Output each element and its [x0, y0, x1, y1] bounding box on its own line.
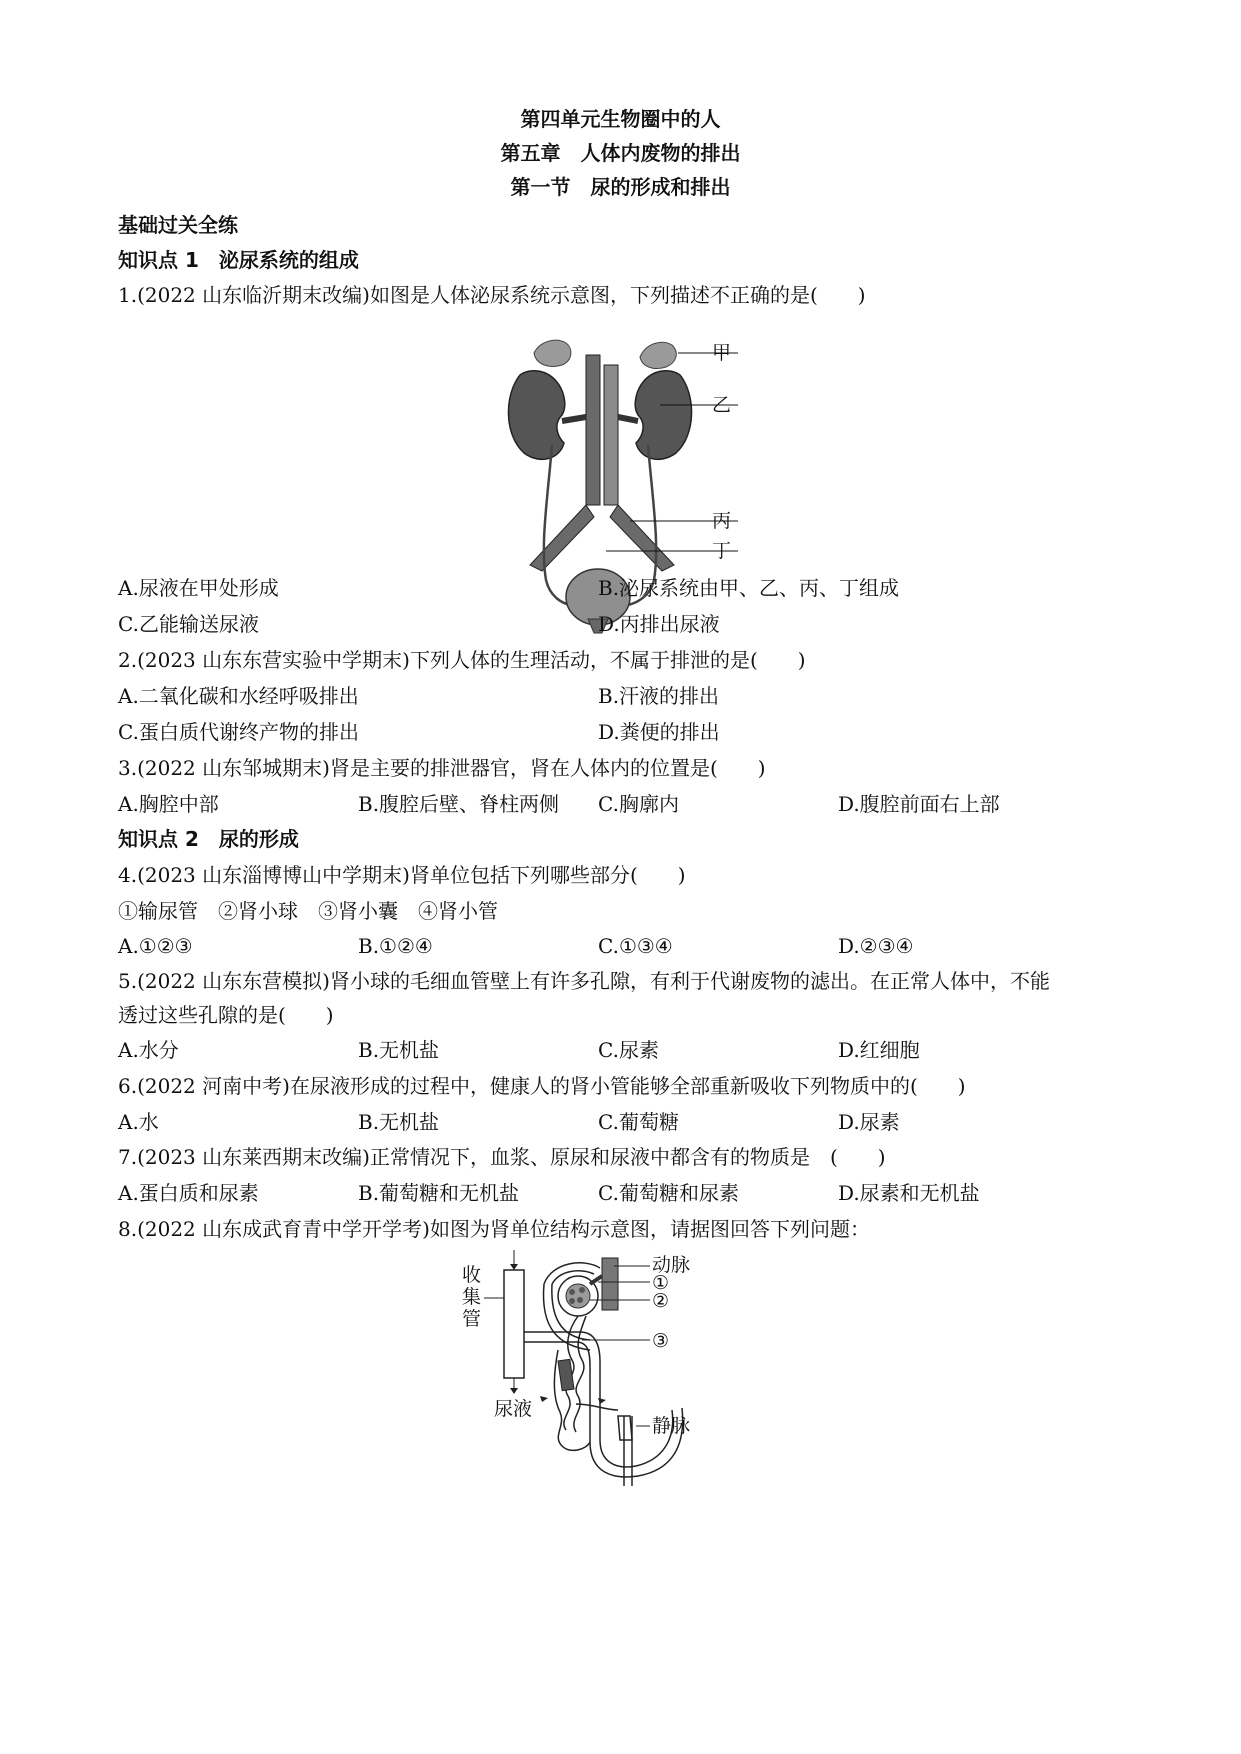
q1-option-d: D.丙排出尿液 [598, 612, 720, 636]
q1-label-bing: 丙 [712, 510, 732, 532]
q6-option-a: A.水 [118, 1110, 159, 1134]
q5-option-a: A.水分 [118, 1038, 179, 1062]
q4-stem: 4.(2023 山东淄博博山中学期末)肾单位包括下列哪些部分( ) [118, 863, 686, 887]
q1-label-yi: 乙 [712, 394, 732, 416]
q4-option-b: B.①②④ [358, 934, 433, 958]
q2-stem: 2.(2023 山东东营实验中学期末)下列人体的生理活动，不属于排泄的是( ) [118, 648, 806, 672]
q5-option-b: B.无机盐 [358, 1038, 440, 1062]
q4-option-a: A.①②③ [118, 934, 193, 958]
q5-stem-line1: 5.(2022 山东东营模拟)肾小球的毛细血管壁上有许多孔隙，有利于代谢废物的滤出。在正常人体中，不能 [118, 969, 1050, 993]
q1-label-jia: 甲 [712, 342, 732, 364]
unit-title: 第四单元生物圈中的人 [520, 107, 721, 131]
q8-label-artery: 动脉 [652, 1254, 691, 1276]
q2-option-c: C.蛋白质代谢终产物的排出 [118, 720, 359, 744]
q5-option-c: C.尿素 [598, 1038, 659, 1062]
q7-stem: 7.(2023 山东莱西期末改编)正常情况下，血浆、原尿和尿液中都含有的物质是 ( ) [118, 1145, 886, 1169]
q1-option-a: A.尿液在甲处形成 [118, 576, 279, 600]
q6-option-c: C.葡萄糖 [598, 1110, 679, 1134]
q1-label-ding: 丁 [712, 540, 732, 562]
section-title: 第一节 尿的形成和排出 [510, 175, 731, 199]
q6-option-b: B.无机盐 [358, 1110, 440, 1134]
q6-stem: 6.(2022 河南中考)在尿液形成的过程中，健康人的肾小管能够全部重新吸收下列物质中的( ) [118, 1074, 966, 1098]
q1-option-c: C.乙能输送尿液 [118, 612, 259, 636]
q8-label-vein: 静脉 [652, 1415, 691, 1437]
q6-option-d: D.尿素 [838, 1110, 900, 1134]
q7-option-c: C.葡萄糖和尿素 [598, 1181, 739, 1205]
q2-option-a: A.二氧化碳和水经呼吸排出 [118, 684, 359, 708]
q7-option-a: A.蛋白质和尿素 [118, 1181, 259, 1205]
q8-label-urine: 尿液 [494, 1398, 533, 1420]
q2-option-b: B.汗液的排出 [598, 684, 720, 708]
knowledge-point-2: 知识点 2 尿的形成 [118, 827, 299, 851]
q4-option-c: C.①③④ [598, 934, 673, 958]
q5-stem-line2: 透过这些孔隙的是( ) [118, 1003, 334, 1027]
q5-option-d: D.红细胞 [838, 1038, 920, 1062]
q8-label-1: ① [652, 1272, 670, 1294]
q8-label-collecting-3: 管 [462, 1308, 482, 1330]
q7-option-b: B.葡萄糖和无机盐 [358, 1181, 520, 1205]
knowledge-point-1: 知识点 1 泌尿系统的组成 [118, 248, 359, 272]
q1-option-b: B.泌尿系统由甲、乙、丙、丁组成 [598, 576, 900, 600]
q8-label-3: ③ [652, 1330, 670, 1352]
q1-stem: 1.(2022 山东临沂期末改编)如图是人体泌尿系统示意图，下列描述不正确的是( ) [118, 283, 866, 307]
q3-option-b: B.腹腔后壁、脊柱两侧 [358, 792, 560, 816]
q2-option-d: D.粪便的排出 [598, 720, 720, 744]
q4-option-d: D.②③④ [838, 934, 914, 958]
q3-option-c: C.胸廓内 [598, 792, 679, 816]
q3-option-a: A.胸腔中部 [118, 792, 219, 816]
part-heading: 基础过关全练 [118, 213, 238, 237]
q3-stem: 3.(2022 山东邹城期末)肾是主要的排泄器官，肾在人体内的位置是( ) [118, 756, 766, 780]
q8-label-collecting-1: 收 [462, 1264, 482, 1286]
nephron-figure [440, 1250, 780, 1510]
q7-option-d: D.尿素和无机盐 [838, 1181, 980, 1205]
q8-stem: 8.(2022 山东成武育青中学开学考)如图为肾单位结构示意图，请据图回答下列问题： [118, 1217, 870, 1241]
q3-option-d: D.腹腔前面右上部 [838, 792, 1000, 816]
q4-items: ①输尿管 ②肾小球 ③肾小囊 ④肾小管 [118, 899, 498, 923]
q8-label-collecting-2: 集 [462, 1286, 482, 1308]
q8-label-2: ② [652, 1290, 670, 1312]
chapter-title: 第五章 人体内废物的排出 [500, 141, 741, 165]
